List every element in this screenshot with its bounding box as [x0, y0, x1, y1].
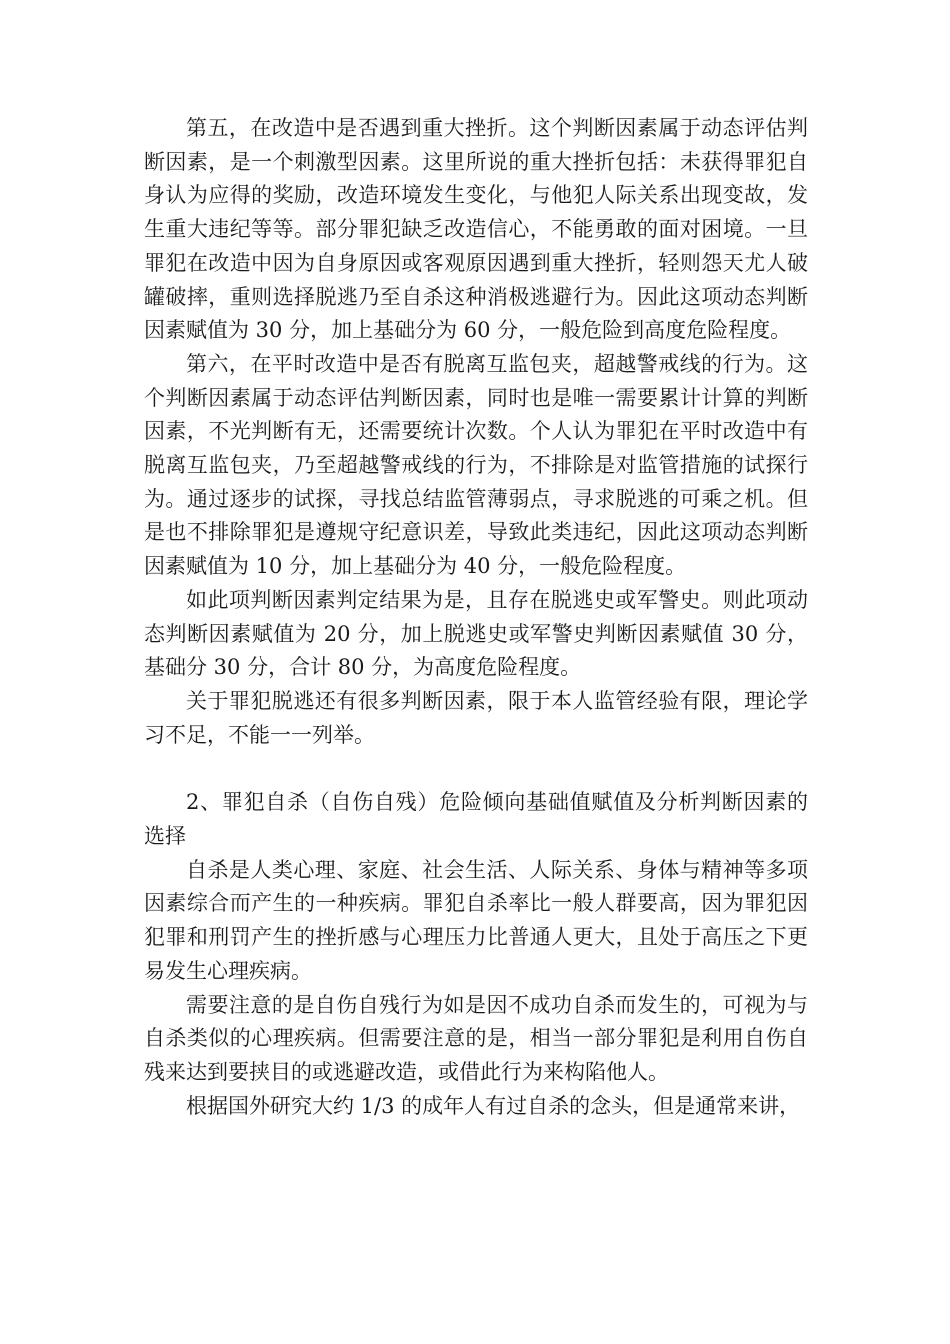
paragraph-sixth-factor: 第六，在平时改造中是否有脱离互监包夹，超越警戒线的行为。这个判断因素属于动态评估判断因素，同时也是唯一需要累计计算的判断因素，不光判断有无，还需要统计次数。个人认为罪犯在平时改造中有脱离互监包夹，乃至超越警戒线的行为，不排除是对监管措施的试探行为。通过逐步的试探，寻找总结监管薄弱点，寻求脱逃的可乘之机。但是也不排除罪犯是遵规守纪意识差，导致此类违纪，因此这项动态判断因素赋值为 10 分，加上基础分为 40 分，一般危险程度。 [144, 351, 808, 579]
paragraph-escape-summary: 关于罪犯脱逃还有很多判断因素，限于本人监管经验有限，理论学习不足，不能一一列举。 [144, 688, 808, 747]
paragraph-fifth-factor: 第五，在改造中是否遇到重大挫折。这个判断因素属于动态评估判断因素，是一个刺激型因素。这里所说的重大挫折包括：未获得罪犯自身认为应得的奖励，改造环境发生变化，与他犯人际关系出现变故，发生重大违纪等等。部分罪犯缺乏改造信心，不能勇敢的面对困境。一旦罪犯在改造中因为自身原因或客观原因遇到重大挫折，轻则怨天尤人破罐破摔，重则选择脱逃乃至自杀这种消极逃避行为。因此这项动态判断因素赋值为 30 分，加上基础分为 60 分，一般危险到高度危险程度。 [144, 116, 808, 343]
paragraph-self-harm-note: 需要注意的是自伤自残行为如是因不成功自杀而发生的，可视为与自杀类似的心理疾病。但需要注意的是，相当一部分罪犯是利用自伤自残来达到要挟目的或逃避改造，或借此行为来构陷他人。 [144, 992, 808, 1084]
paragraph-suicide-intro: 自杀是人类心理、家庭、社会生活、人际关系、身体与精神等多项因素综合而产生的一种疾病。罪犯自杀率比一般人群要高，因为罪犯因犯罪和刑罚产生的挫折感与心理压力比普通人更大，且处于高压之下更易发生心理疾病。 [144, 857, 808, 983]
section-heading: 2、罪犯自杀（自伤自残）危险倾向基础值赋值及分析判断因素的选择 [144, 790, 808, 849]
paragraph-sixth-factor-extra: 如此项判断因素判定结果为是，且存在脱逃史或军警史。则此项动态判断因素赋值为 20 分，加上脱逃史或军警史判断因素赋值 30 分，基础分 30 分，合计 80 分，为高度危险程度。 [144, 587, 808, 680]
section-spacer [144, 752, 808, 786]
paragraph-foreign-research: 根据国外研究大约 1/3 的成年人有过自杀的念头，但是通常来讲， [186, 1093, 801, 1118]
document-page [144, 112, 808, 1123]
